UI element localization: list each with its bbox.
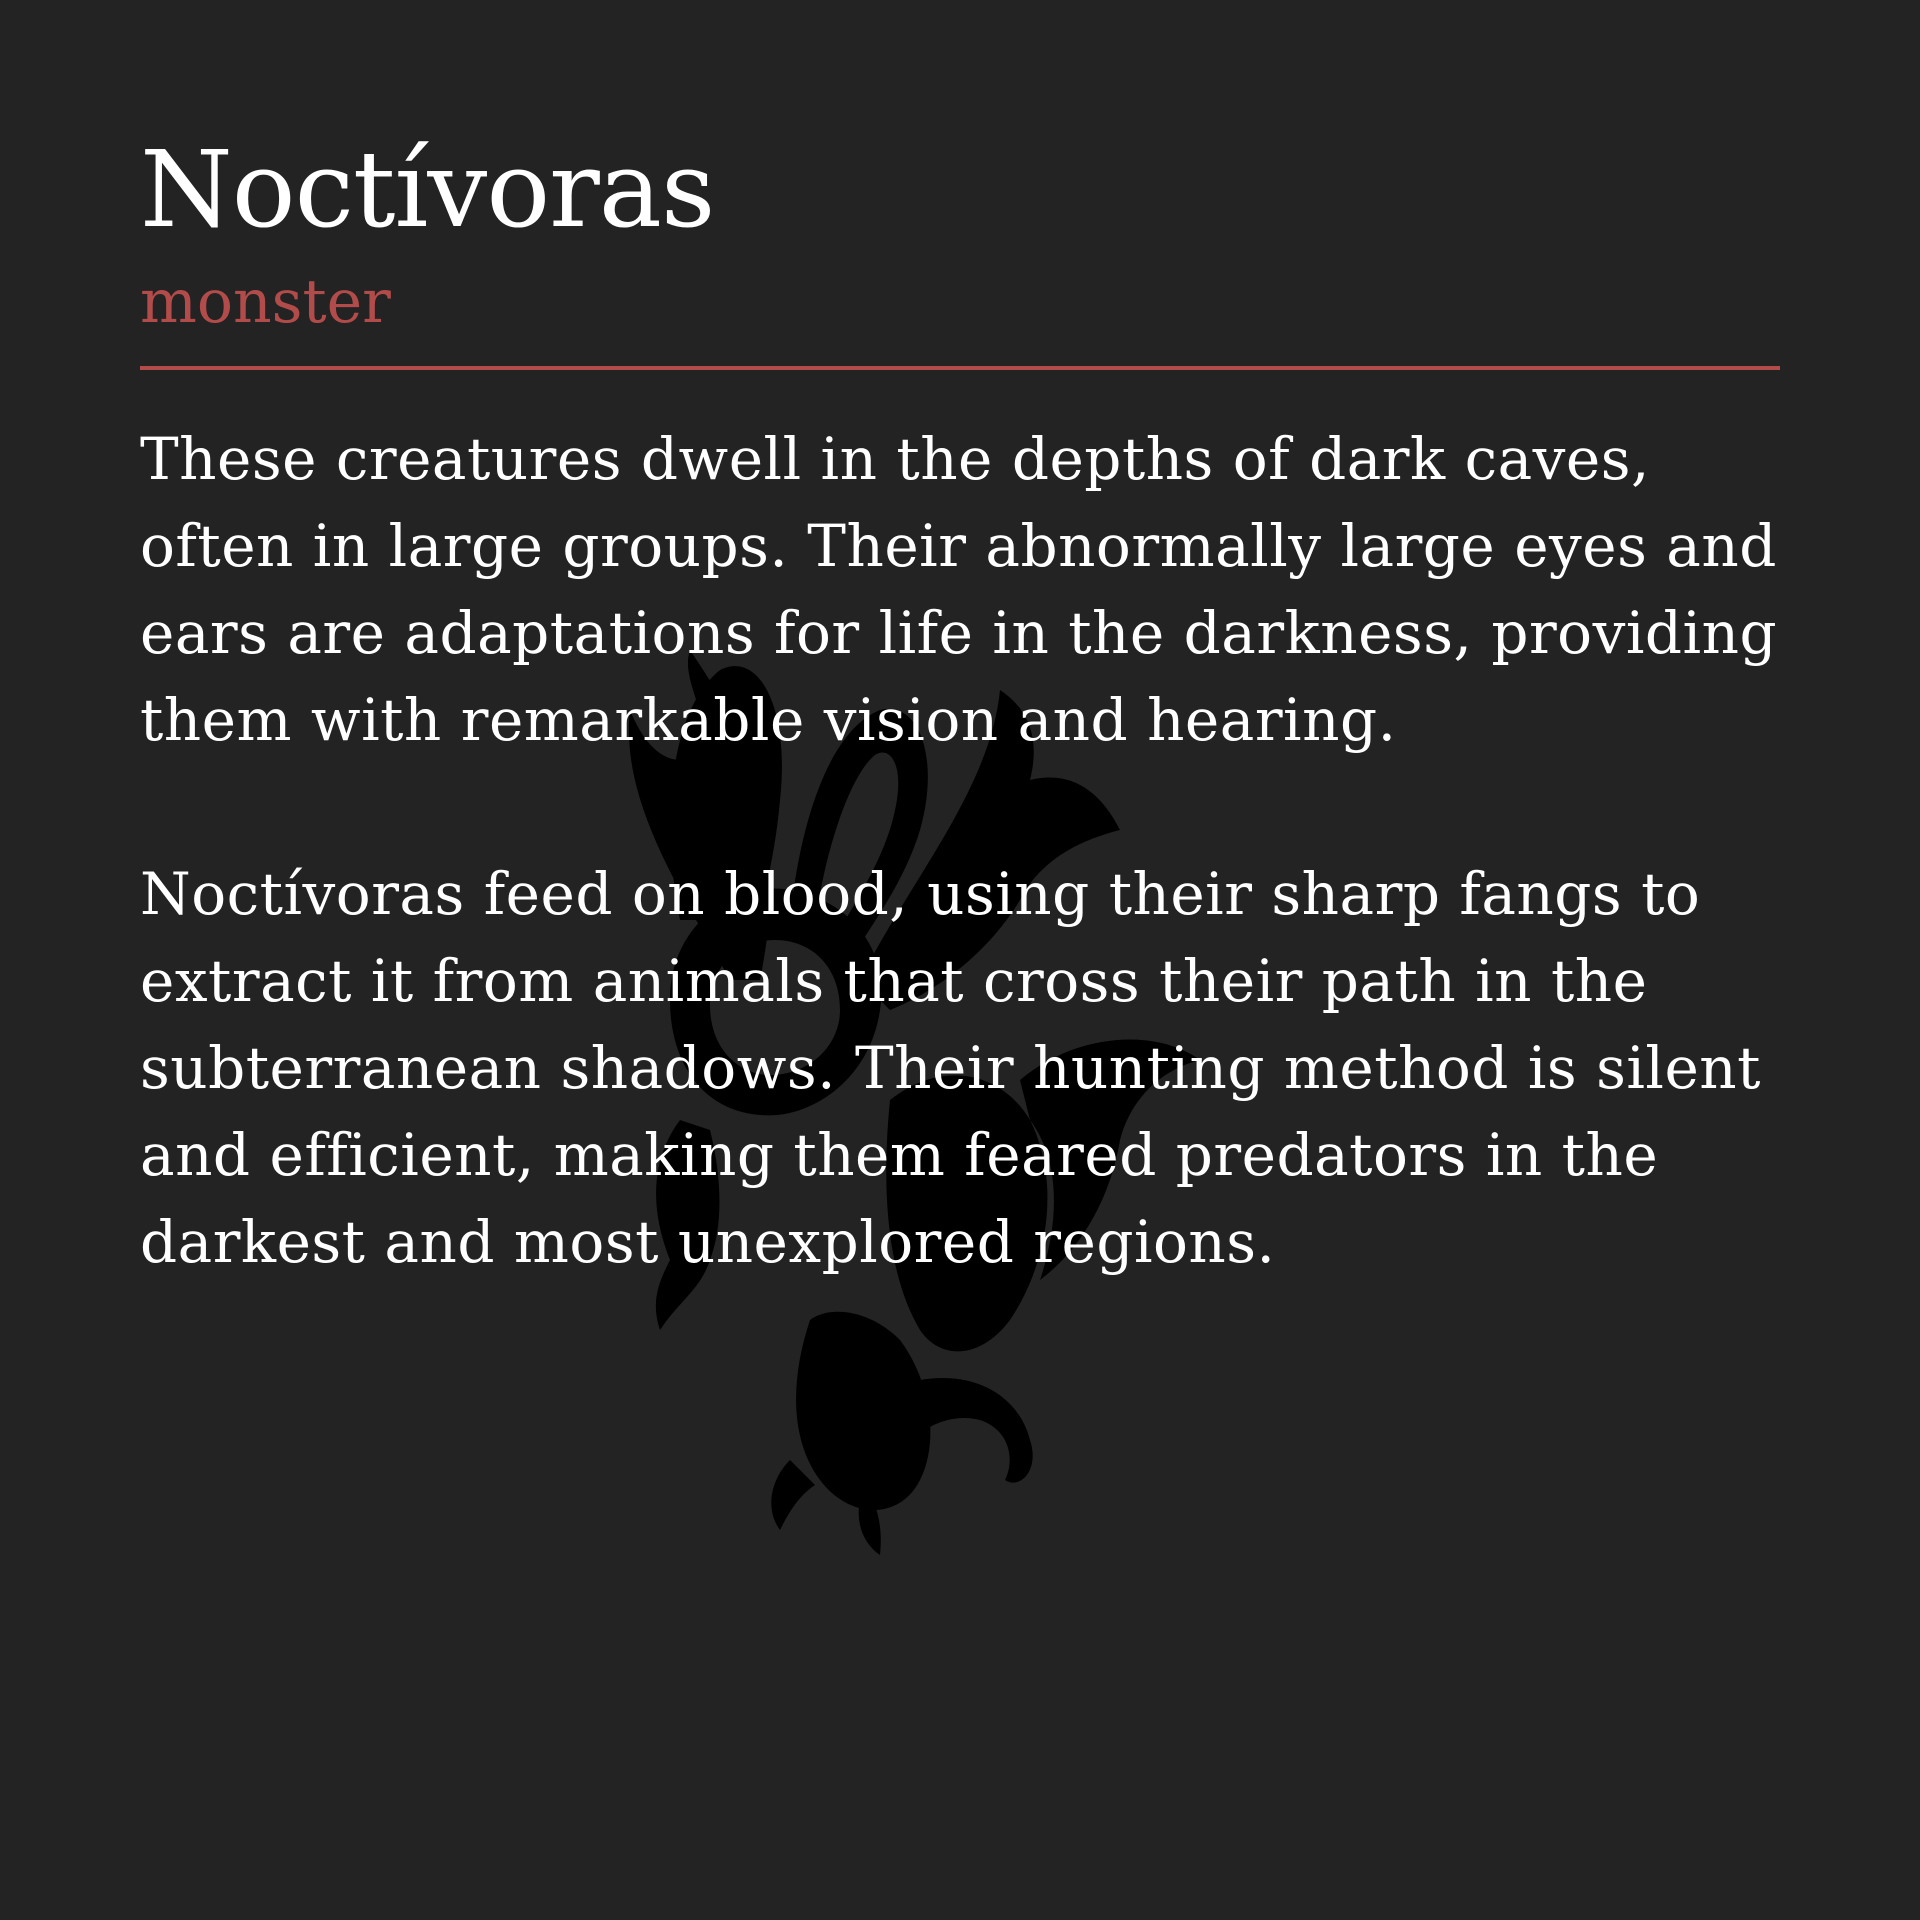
entry-title: Noctívoras [140, 128, 715, 251]
entry-category: monster [140, 267, 391, 337]
divider [140, 366, 1780, 370]
description-paragraph: Noctívoras feed on blood, using their sharp fangs to extract it from animals that cross their path in the subterranean shadows. Their hunting method is silent and efficient, making them feared predators in the darkest and most unexplored regions. [140, 860, 1761, 1276]
entry-content [140, 120, 1790, 1286]
description-paragraph: These creatures dwell in the depths of dark caves, often in large groups. Their abnormally large eyes and ears are adaptations for life in the darkness, providing them with remarkable vision and hearing. [140, 425, 1778, 754]
